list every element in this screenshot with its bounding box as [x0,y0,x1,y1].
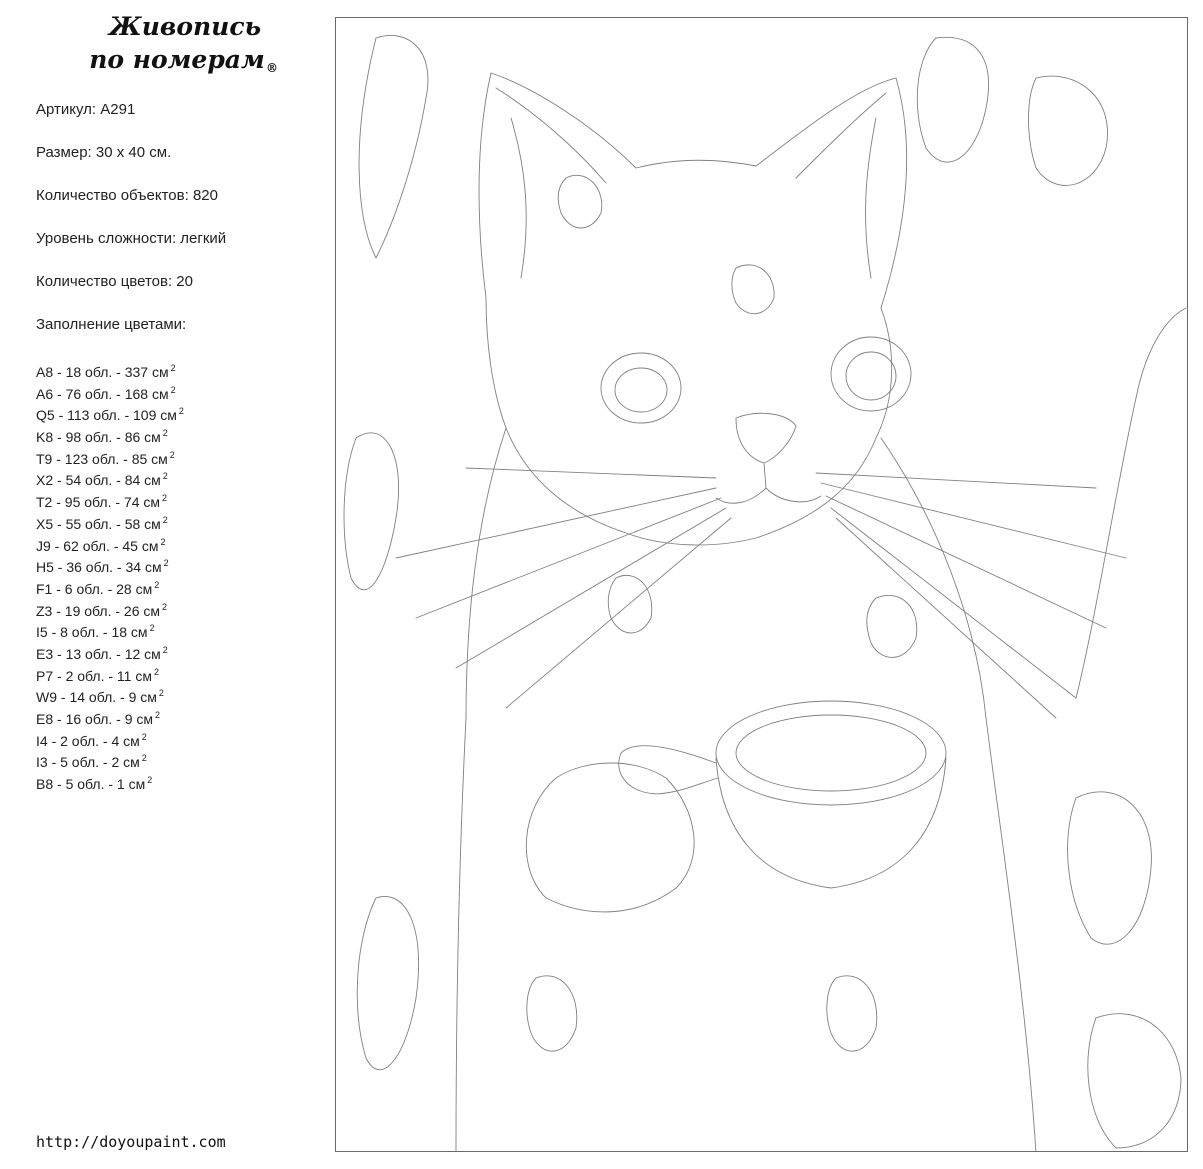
legend-panel [0,0,330,1169]
color-fill-text: K8 - 98 обл. - 86 см [36,429,161,446]
cup-rim [716,701,946,805]
color-fill-text: B8 - 5 обл. - 1 см [36,776,146,793]
square-unit-superscript: 2 [170,384,176,395]
color-fill-item [36,488,184,510]
color-fill-item [36,358,184,380]
square-unit-superscript: 2 [162,514,168,525]
color-fill-text: J9 - 62 обл. - 45 см [36,537,159,554]
color-fill-item [36,618,184,640]
color-fill-item [36,770,184,792]
cat-nose [736,413,796,463]
background-blotch [359,36,428,259]
color-fill-item [36,510,184,532]
color-fill-item [36,380,184,402]
cat-whiskers-left [396,468,731,708]
color-fill-text: I4 - 2 обл. - 4 см [36,732,140,749]
color-fill-item [36,727,184,749]
color-fill-text: X2 - 54 обл. - 84 см [36,472,161,489]
color-fill-item [36,640,184,662]
color-fill-list [36,358,184,792]
info-objects: Количество объектов: 820 [36,187,218,204]
square-unit-superscript: 2 [162,428,168,439]
color-fill-text: W9 - 14 обл. - 9 см [36,689,157,706]
info-difficulty: Уровень сложности: легкий [36,230,227,247]
square-unit-superscript: 2 [147,775,153,786]
square-unit-superscript: 2 [169,449,175,460]
brand-logo [70,10,300,76]
color-fill-text: T2 - 95 обл. - 74 см [36,494,161,511]
color-fill-text: A8 - 18 обл. - 337 см [36,364,169,380]
square-unit-superscript: 2 [158,688,164,699]
square-unit-superscript: 2 [160,536,166,547]
square-unit-superscript: 2 [163,558,169,569]
square-unit-superscript: 2 [162,601,168,612]
color-fill-text: T9 - 123 обл. - 85 см [36,450,168,467]
info-colors: Количество цветов: 20 [36,273,193,290]
color-fill-text: I3 - 5 обл. - 2 см [36,754,140,771]
square-unit-superscript: 2 [162,493,168,504]
square-unit-superscript: 2 [162,471,168,482]
product-info [36,100,226,358]
square-unit-superscript: 2 [154,579,160,590]
square-unit-superscript: 2 [141,731,147,742]
coloring-canvas [335,17,1188,1152]
square-unit-superscript: 2 [141,753,147,764]
square-unit-superscript: 2 [155,710,161,720]
color-fill-item [36,683,184,705]
color-fill-item [36,466,184,488]
color-fill-item [36,532,184,554]
cat-tail [1076,308,1186,698]
color-fill-text: E3 - 13 обл. - 12 см [36,645,161,662]
color-fill-text: E8 - 16 обл. - 9 см [36,711,154,727]
color-fill-item [36,748,184,770]
info-article: Артикул: А291 [36,101,136,118]
info-size: Размер: 30 х 40 см. [36,144,172,161]
color-fill-item [36,662,184,684]
website-url[interactable]: http://doyoupaint.com [36,1133,226,1151]
cat-whiskers-right [816,473,1126,718]
color-fill-item [36,597,184,619]
color-fill-text: I5 - 8 обл. - 18 см [36,624,148,641]
square-unit-superscript: 2 [149,623,155,634]
cat-outline-artwork [336,18,1188,1152]
square-unit-superscript: 2 [162,644,168,655]
color-fill-text: F1 - 6 обл. - 28 см [36,580,153,597]
square-unit-superscript: 2 [170,363,176,373]
color-fill-item [36,575,184,597]
info-fill-heading: Заполнение цветами: [36,316,187,333]
color-fill-item [36,445,184,467]
brand-line-1: Живопись [108,12,262,41]
registered-mark: ® [266,61,278,75]
color-fill-text: Q5 - 113 обл. - 109 см [36,407,177,424]
square-unit-superscript: 2 [153,666,159,677]
color-fill-text: Z3 - 19 обл. - 26 см [36,602,161,619]
cat-left-eye [601,353,681,423]
cup-body [716,758,946,888]
cup-handle [619,746,718,794]
color-fill-item [36,401,184,423]
color-fill-text: H5 - 36 обл. - 34 см [36,559,162,576]
color-fill-item [36,553,184,575]
color-fill-item [36,423,184,445]
cat-paw [526,763,694,912]
color-fill-text: A6 - 76 обл. - 168 см [36,385,169,402]
color-fill-text: X5 - 55 обл. - 58 см [36,515,161,532]
color-fill-text: P7 - 2 обл. - 11 см [36,667,152,684]
brand-line-2: по номерам [89,45,265,74]
cat-body-outline [456,428,506,1152]
square-unit-superscript: 2 [178,406,184,417]
color-fill-item [36,705,184,727]
